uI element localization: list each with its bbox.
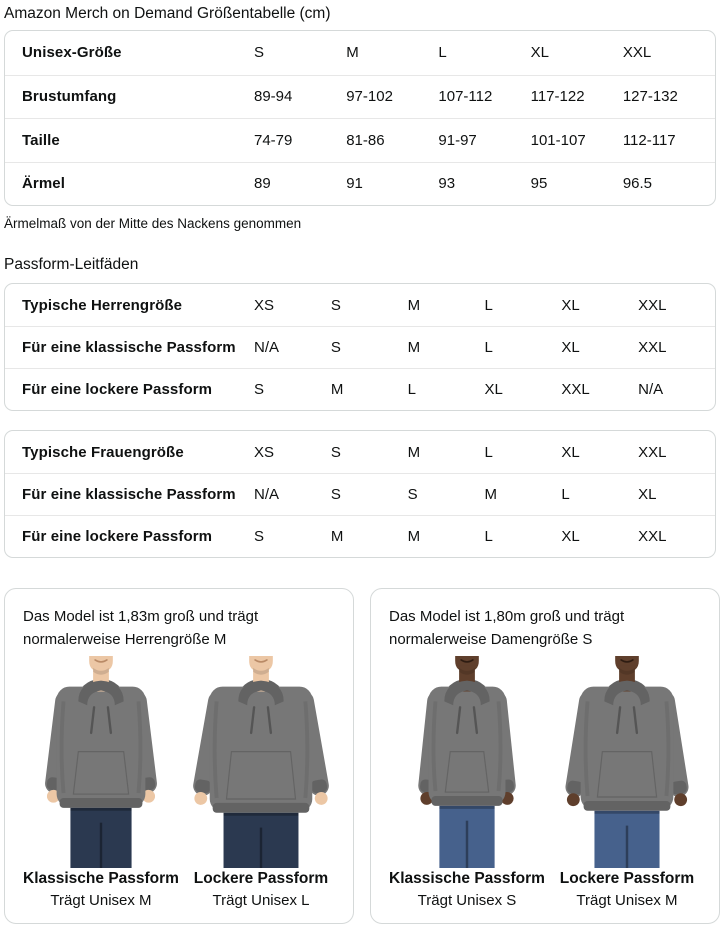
size-cell: 107-112 (438, 88, 493, 106)
size-cell: S (330, 486, 341, 503)
model-card-men (4, 588, 354, 924)
size-cell: M (346, 44, 359, 62)
table-row (5, 431, 715, 473)
size-cell: XS (254, 443, 275, 461)
model-photo-column (183, 656, 339, 909)
model-photo-male-classic (25, 656, 177, 868)
size-cell: M (407, 296, 421, 314)
size-cell: N/A (254, 339, 280, 356)
size-cell: XXL (638, 443, 667, 461)
fit-caption: Klassische Passform (389, 869, 545, 887)
size-cell: XL (561, 443, 580, 461)
size-cell: XL (561, 296, 580, 314)
size-cell: XL (530, 44, 549, 62)
sleeve-measurement-note: Ärmelmaß von der Mitte des Nackens genommen (4, 216, 302, 231)
fit-guides-heading: Passform-Leitfäden (4, 256, 139, 273)
row-label: Brustumfang (22, 88, 117, 106)
row-label: Ärmel (22, 175, 66, 193)
table-row (5, 473, 715, 515)
size-cell: L (484, 443, 493, 461)
row-label: Für eine klassische Passform (22, 339, 236, 356)
size-cell: S (254, 528, 265, 545)
size-cell: XXL (561, 381, 590, 398)
row-label: Unisex-Größe (22, 44, 122, 62)
size-cell: M (484, 486, 497, 503)
size-cell: XL (561, 339, 580, 356)
size-cell: 127-132 (622, 88, 678, 106)
fit-caption: Lockere Passform (193, 869, 329, 887)
size-cell: M (330, 528, 344, 545)
size-cell: S (407, 486, 418, 503)
size-cell: S (330, 339, 341, 356)
unisex-size-table (4, 30, 716, 206)
size-cell: L (484, 528, 493, 545)
size-cell: 112-117 (622, 131, 676, 149)
size-cell: L (484, 296, 493, 314)
model-cards-row (4, 588, 716, 924)
size-cell: L (438, 44, 447, 62)
model-photo-female-loose (551, 656, 703, 868)
size-cell: M (407, 443, 421, 461)
row-label: Für eine lockere Passform (22, 528, 213, 545)
size-cell: XS (254, 296, 275, 314)
model-card-women (370, 588, 720, 924)
size-cell: XXL (638, 296, 667, 314)
wears-caption: Trägt Unisex L (212, 891, 310, 909)
fit-caption: Lockere Passform (559, 869, 695, 887)
model-photo-female-classic (391, 656, 543, 868)
row-label: Taille (22, 131, 60, 149)
model-photo-male-loose (185, 656, 337, 868)
fit-guide-table-women (4, 430, 716, 558)
wears-caption: Trägt Unisex M (50, 891, 152, 909)
size-cell: 93 (438, 175, 456, 193)
size-cell: 89 (254, 175, 271, 193)
size-cell: 81-86 (346, 131, 385, 149)
table-row (5, 368, 715, 410)
size-cell: M (330, 381, 344, 398)
size-cell: 117-122 (530, 88, 585, 106)
size-cell: M (407, 528, 421, 545)
size-cell: XL (561, 528, 580, 545)
table-row (5, 284, 715, 326)
row-label: Typische Herrengröße (22, 296, 183, 314)
size-cell: S (254, 44, 265, 62)
size-cell: XXL (622, 44, 652, 62)
table-row (5, 515, 715, 557)
size-cell: XXL (638, 528, 667, 545)
table-row (5, 162, 715, 206)
table-row (5, 118, 715, 162)
size-cell: XXL (638, 339, 667, 356)
model-photo-column (389, 656, 545, 909)
row-label: Typische Frauengröße (22, 443, 184, 461)
size-cell: M (407, 339, 421, 356)
fit-caption: Klassische Passform (23, 869, 179, 887)
wears-caption: Trägt Unisex M (576, 891, 678, 909)
row-label: Für eine klassische Passform (22, 486, 236, 503)
model-photo-column (23, 656, 179, 909)
model-photos-women (389, 656, 705, 909)
size-cell: S (330, 296, 341, 314)
size-cell: S (330, 443, 341, 461)
size-cell: 91 (346, 175, 363, 193)
size-cell: XL (638, 486, 657, 503)
table-row (5, 31, 715, 75)
size-cell: 95 (530, 175, 548, 193)
row-label: Für eine lockere Passform (22, 381, 213, 398)
table-row (5, 75, 715, 119)
model-photos-men (23, 656, 339, 909)
size-cell: XL (484, 381, 503, 398)
size-cell: 91-97 (438, 131, 477, 149)
wears-caption: Trägt Unisex S (417, 891, 517, 909)
size-cell: N/A (254, 486, 280, 503)
model-description-men: Das Model ist 1,83m groß und trägt normalerweise Herrengröße M (23, 608, 259, 648)
size-cell: N/A (638, 381, 664, 398)
size-cell: L (407, 381, 416, 398)
size-cell: 96.5 (622, 175, 653, 193)
page-title: Amazon Merch on Demand Größentabelle (cm) (4, 5, 331, 22)
table-row (5, 326, 715, 368)
model-description-women: Das Model ist 1,80m groß und trägt normalerweise Damengröße S (389, 608, 625, 648)
size-cell: 97-102 (346, 88, 393, 106)
fit-guide-table-men (4, 283, 716, 411)
size-cell: L (484, 339, 493, 356)
size-cell: S (254, 381, 265, 398)
size-cell: 89-94 (254, 88, 293, 106)
size-cell: 74-79 (254, 131, 293, 149)
size-cell: L (561, 486, 570, 503)
size-cell: 101-107 (530, 131, 586, 149)
model-photo-column (549, 656, 705, 909)
